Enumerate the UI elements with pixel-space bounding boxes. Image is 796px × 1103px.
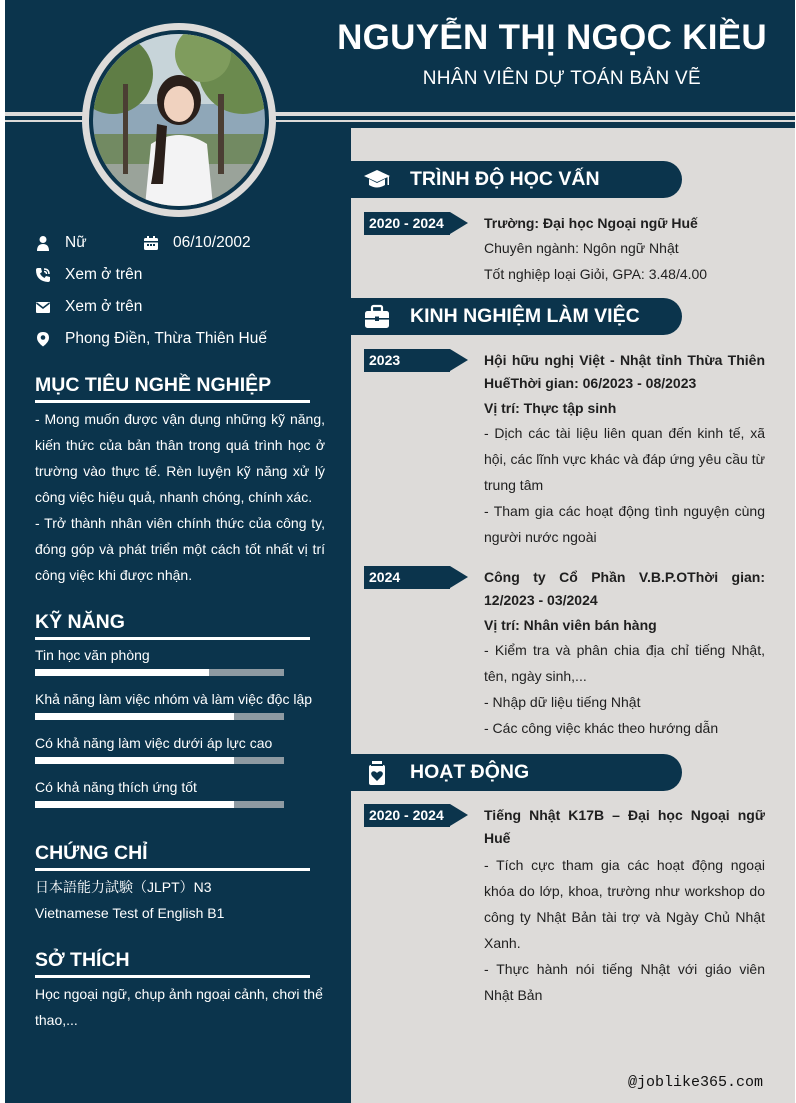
job-task: - Tham gia các hoạt động tình nguyện cùng người nước ngoài xyxy=(484,503,765,545)
profile-photo xyxy=(93,34,265,206)
skill-bar-fill xyxy=(35,757,234,764)
objective-paragraph: - Mong muốn được vận dụng những kỹ năng, kiến thức của bản thân trong quá trình học ở trường vào thực tế. Rèn luyện kỹ năng xử lý công việc hiệu quả, nhanh chóng, chính xác. xyxy=(35,411,325,505)
activity-heart-icon xyxy=(363,759,391,787)
website-footer: @joblike365.com xyxy=(627,1074,763,1091)
experience-heading xyxy=(351,298,682,335)
skill-bar-fill xyxy=(35,801,234,808)
certificate-item: Vietnamese Test of English B1 xyxy=(35,905,225,921)
year-label: 2024 xyxy=(364,566,450,589)
email-value: Xem ở trên xyxy=(65,298,143,315)
skill-bar xyxy=(35,669,284,676)
avatar xyxy=(82,23,276,217)
location-pin-icon xyxy=(35,331,51,347)
gender-value: Nữ xyxy=(65,234,87,251)
job-task: - Dịch các tài liệu liên quan đến kinh tế, xã hội, các lĩnh vực khác và đáp ứng yêu cầu từ trung tâm xyxy=(484,425,765,493)
briefcase-icon xyxy=(363,303,391,331)
hobbies-text: Học ngoại ngữ, chụp ảnh ngoại cảnh, chơi thể thao,... xyxy=(35,986,323,1028)
education-details xyxy=(484,212,765,287)
job-task: - Kiểm tra và phân chia địa chỉ tiếng Nhật, tên, ngày sinh,... xyxy=(484,642,765,684)
skill-item xyxy=(35,647,325,676)
job-task: - Các công việc khác theo hướng dẫn xyxy=(484,720,719,736)
experience-heading-label: KINH NGHIỆM LÀM VIỆC xyxy=(410,305,640,327)
gender-row xyxy=(35,234,87,252)
objective-text xyxy=(35,406,325,588)
candidate-name: NGUYỄN THỊ NGỌC KIỀU xyxy=(337,18,767,57)
company-name: Công ty Cổ Phần V.B.P.OThời gian: 12/2023 - 03/2024 xyxy=(484,569,765,608)
activities-details xyxy=(484,804,765,1008)
activity-item: - Thực hành nói tiếng Nhật với giáo viên Nhật Bản xyxy=(484,961,765,1003)
major: Chuyên ngành: Ngôn ngữ Nhật xyxy=(484,240,679,256)
birthday-row xyxy=(143,234,251,252)
skill-label: Có khả năng làm việc dưới áp lực cao xyxy=(35,735,273,751)
skill-item xyxy=(35,691,325,720)
skill-label: Có khả năng thích ứng tốt xyxy=(35,779,197,795)
job-year-tag xyxy=(364,349,468,372)
skills-heading: KỸ NĂNG xyxy=(35,611,310,640)
objective-heading: MỤC TIÊU NGHỀ NGHIỆP xyxy=(35,374,310,403)
graduation-result: Tốt nghiệp loại Giỏi, GPA: 3.48/4.00 xyxy=(484,266,708,282)
objective-paragraph: - Trở thành nhân viên chính thức của công ty, đóng góp và phát triển một cách tốt nhất vị trí công việc khi được nhận. xyxy=(35,515,325,583)
skill-bar-fill xyxy=(35,713,234,720)
skill-item xyxy=(35,735,325,764)
year-label: 2023 xyxy=(364,349,450,372)
user-icon xyxy=(35,235,51,251)
skill-label: Tin học văn phòng xyxy=(35,647,150,663)
certificates-heading: CHỨNG CHỈ xyxy=(35,842,310,871)
school-name: Trường: Đại học Ngoại ngữ Huế xyxy=(484,215,698,231)
period-label: 2020 - 2024 xyxy=(364,212,450,235)
company-name: Hội hữu nghị Việt - Nhật tỉnh Thừa Thiên HuếThời gian: 06/2023 - 08/2023 xyxy=(484,352,765,391)
certificates-list xyxy=(35,874,325,926)
education-heading-label: TRÌNH ĐỘ HỌC VẤN xyxy=(410,168,600,190)
resume-page xyxy=(5,0,795,1103)
calendar-icon xyxy=(143,235,159,251)
phone-row xyxy=(35,266,142,284)
job-title: NHÂN VIÊN DỰ TOÁN BẢN VẼ xyxy=(422,68,701,89)
skill-item xyxy=(35,779,325,808)
period-label: 2020 - 2024 xyxy=(364,804,450,827)
skill-bar xyxy=(35,713,284,720)
birthday-value: 06/10/2002 xyxy=(173,234,251,251)
skill-bar xyxy=(35,757,284,764)
activities-period-tag xyxy=(364,804,468,827)
job-year-tag xyxy=(364,566,468,589)
job-task: - Nhập dữ liệu tiếng Nhật xyxy=(484,694,641,710)
activities-heading-label: HOẠT ĐỘNG xyxy=(410,761,530,783)
job-entry xyxy=(484,566,765,741)
education-heading xyxy=(351,161,682,198)
graduation-cap-icon xyxy=(363,166,391,194)
job-entry xyxy=(484,349,765,550)
address-row xyxy=(35,330,267,348)
activities-heading xyxy=(351,754,682,791)
skill-label: Khả năng làm việc nhóm và làm việc độc lập xyxy=(35,691,313,707)
phone-icon xyxy=(35,267,51,283)
phone-value: Xem ở trên xyxy=(65,266,143,283)
certificate-item: 日本語能力試験（JLPT）N3 xyxy=(35,879,212,895)
skill-bar-fill xyxy=(35,669,209,676)
education-period-tag xyxy=(364,212,468,235)
job-position: Vị trí: Nhân viên bán hàng xyxy=(484,617,657,633)
activity-title: Tiếng Nhật K17B – Đại học Ngoại ngữ Huế xyxy=(484,807,765,846)
address-value: Phong Điền, Thừa Thiên Huế xyxy=(65,330,267,347)
skill-bar xyxy=(35,801,284,808)
email-row xyxy=(35,298,142,316)
email-icon xyxy=(35,299,51,315)
job-position: Vị trí: Thực tập sinh xyxy=(484,400,617,416)
activity-item: - Tích cực tham gia các hoạt động ngoại khóa do lớp, khoa, trường như workshop do công ty Nhật Bản tài trợ và Ngày Chủ Nhật Xanh. xyxy=(484,857,765,951)
hobbies-heading: SỞ THÍCH xyxy=(35,949,310,978)
